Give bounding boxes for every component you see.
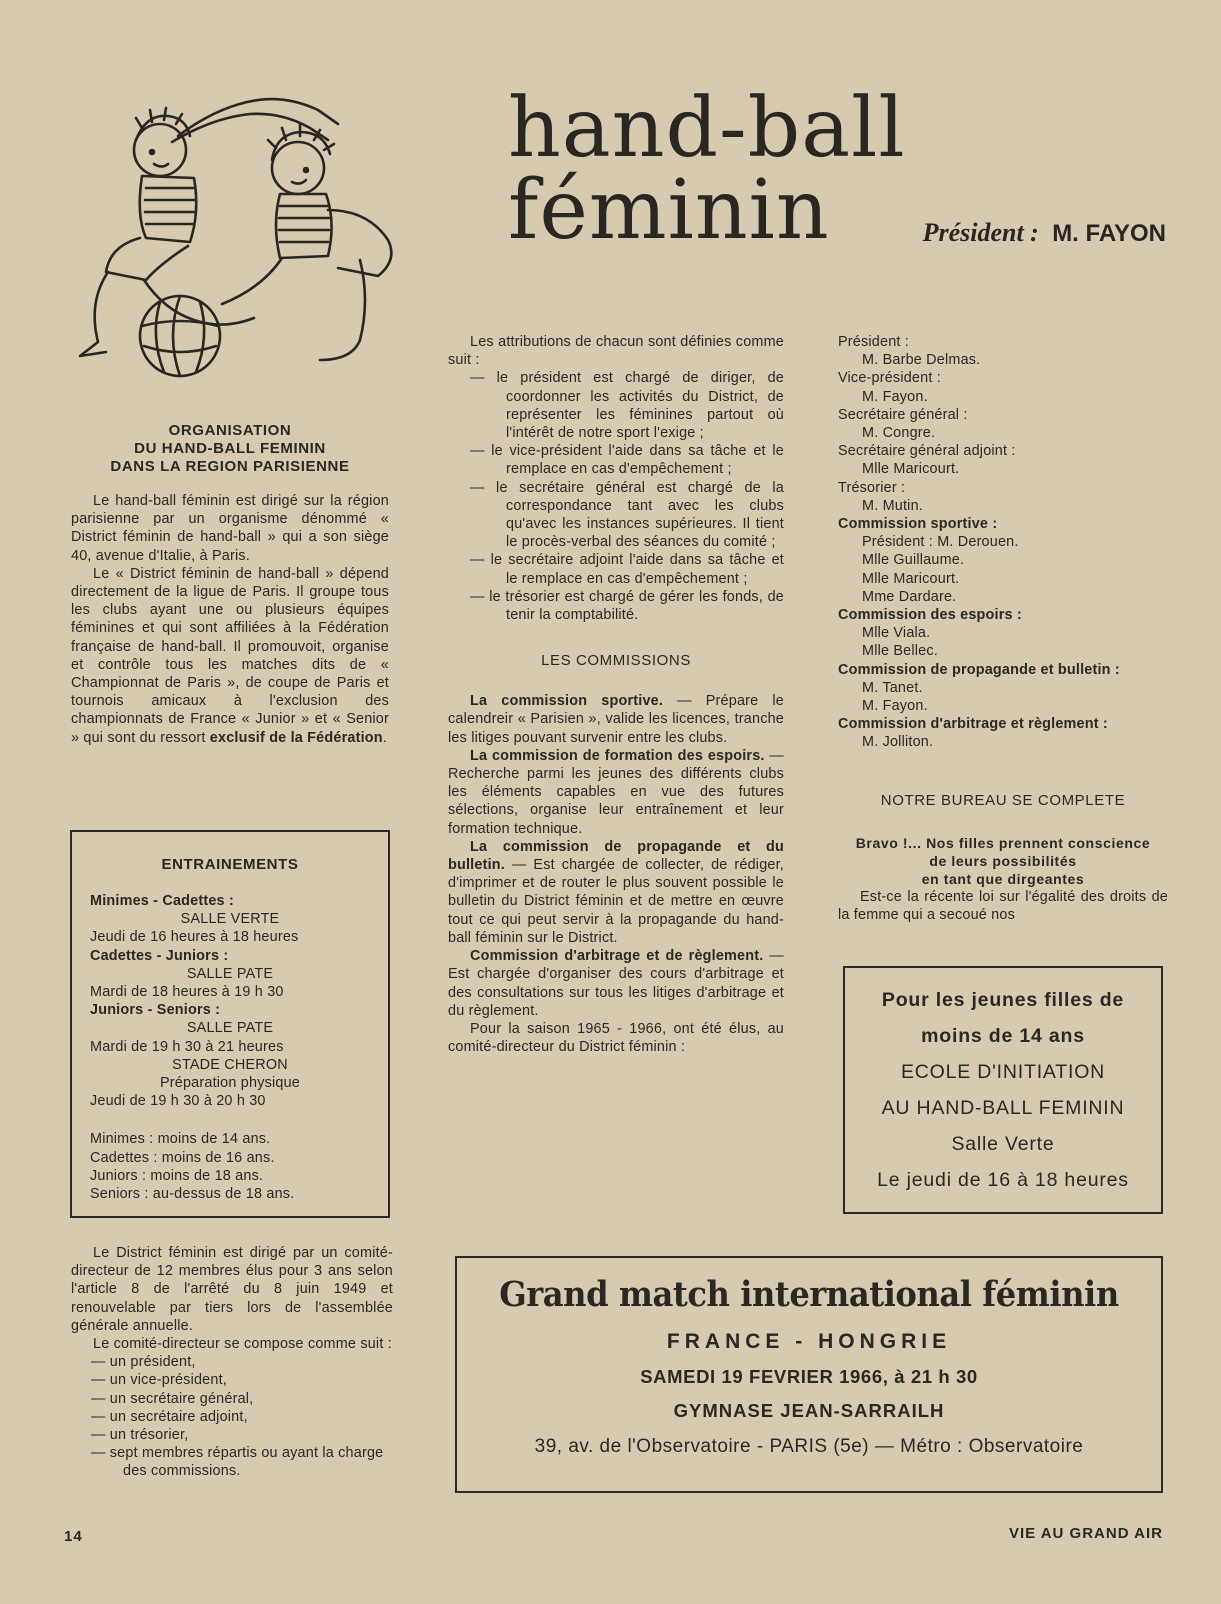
training-place: SALLE VERTE (180, 911, 280, 928)
column-left-bottom (71, 1244, 393, 1481)
commissions-heading: LES COMMISSIONS (541, 652, 691, 670)
org-paragraph-end: . (382, 729, 387, 746)
training-title: ENTRAINEMENTS (161, 856, 299, 873)
school-line: moins de 14 ans (921, 1025, 1085, 1047)
roster-line: Mlle Maricourt. (862, 461, 960, 478)
org-heading-line: ORGANISATION (168, 422, 292, 439)
training-group-label: Cadettes - Juniors : (90, 947, 229, 964)
training-group-label: Minimes - Cadettes : (90, 893, 234, 909)
roster-line: Président : (838, 334, 909, 350)
bravo-heading (838, 834, 1168, 888)
bravo-line: de leurs possibilités (929, 852, 1077, 869)
list-item: — un trésorier, (91, 1427, 189, 1444)
roster-line: M. Tanet. (862, 679, 923, 696)
roster-line: Président : M. Derouen. (862, 534, 1019, 551)
commission-paragraph (448, 692, 784, 747)
commission-text: — Recherche parmi les jeunes des différents clubs les éléments capables en vue des futures sélections, organise leur entraînement et leur formation technique. (448, 747, 785, 837)
training-schedule (90, 892, 370, 1203)
roster-line: Commission sportive : (838, 516, 998, 533)
duty-item: — le président est chargé de diriger, de coordonner les activités du District, de représenter les féminines partout où l'intérêt de notre sport l'exige ; (470, 370, 784, 442)
duty-item: — le secrétaire adjoint l'aide dans sa tâche et le remplace en cas d'empêchement ; (470, 552, 784, 587)
roster-line: M. Fayon. (862, 388, 928, 405)
roster-line: Mlle Bellec. (862, 643, 938, 660)
roster-line: M. Jolliton. (862, 734, 934, 751)
match-venue: GYMNASE JEAN-SARRAILH (673, 1400, 945, 1421)
committee-roster (838, 333, 1168, 752)
commission-title: La commission de formation des espoirs. (470, 747, 765, 764)
duty-item: — le trésorier est chargé de gérer les fonds, de tenir la comptabilité. (470, 588, 784, 624)
roster-line: M. Congre. (862, 425, 936, 442)
org-paragraph-bold: exclusif de la Fédération (209, 729, 383, 746)
duty-item: — le secrétaire général est chargé de la correspondance tant avec les clubs qu'avec les instances supérieures. Il tient le procès-verbal des séances du comité ; (470, 479, 784, 551)
column-left (71, 422, 389, 747)
commission-paragraph (448, 947, 784, 1020)
training-time: Jeudi de 16 heures à 18 heures (90, 929, 299, 946)
training-place: SALLE PATE (186, 1020, 274, 1037)
list-item: — un président, (91, 1354, 196, 1371)
commission-title: La commission sportive. (470, 693, 664, 710)
magazine-name: VIE AU GRAND AIR (1008, 1525, 1163, 1542)
match-teams: FRANCE - HONGRIE (666, 1330, 952, 1353)
roster-line: M. Fayon. (862, 698, 928, 715)
roster-line: Mme Dardare. (862, 588, 957, 605)
commission-text: — Prépare le calendreir « Parisien », valide les licences, tranche les litiges pouvant survenir entre les clubs. (448, 693, 784, 746)
school-line: Pour les jeunes filles de (881, 989, 1125, 1011)
commission-text: — Est chargée de collecter, de rédiger, d'imprimer et de router le plus souvent possible le bulletin du District féminin et de mettre en œuvre tout ce qui peut servir à la propagande du hand-ball féminin sur le District. (448, 857, 784, 946)
president-name: M. FAYON (1052, 220, 1166, 247)
training-place: STADE CHERON (172, 1056, 288, 1073)
training-place: SALLE PATE (186, 965, 274, 982)
match-date: SAMEDI 19 FEVRIER 1966, à 21 h 30 (640, 1366, 978, 1387)
org-heading-line: DANS LA REGION PARISIENNE (110, 458, 350, 475)
org-paragraph-text: Le « District féminin de hand-ball » dépend directement de la ligue de Paris. Il groupe tous les clubs ayant une ou plusieurs équipes féminines et qui sont affiliées à la Fédération française de hand-ball. Il promouvoit, organise et contrôle tous les matches dits de « Championnat de Paris », de coupe de Paris et tournois amicaux à l'exclusion des championnats de France « Junior » et « Senior » qui sont du ressort (71, 565, 389, 746)
org-paragraph (71, 565, 389, 747)
age-category: Minimes : moins de 14 ans. (90, 1131, 271, 1148)
org-heading-line: DU HAND-BALL FEMININ (134, 440, 326, 457)
duty-item: — le vice-président l'aide dans sa tâche et le remplace en cas d'empêchement ; (470, 443, 784, 478)
match-box (455, 1256, 1163, 1493)
commission-paragraph (448, 747, 784, 838)
school-line: AU HAND-BALL FEMININ (881, 1097, 1125, 1119)
page-title: hand-ball féminin (508, 81, 906, 258)
column-right (838, 333, 1168, 924)
commission-title: Commission d'arbitrage et de règlement. (470, 948, 764, 965)
season-paragraph: Pour la saison 1965 - 1966, ont été élus, au comité-directeur du District féminin : (448, 1020, 784, 1056)
training-time: Mardi de 18 heures à 19 h 30 (90, 984, 284, 1001)
age-category: Cadettes : moins de 16 ans. (90, 1149, 275, 1166)
list-item: — un secrétaire général, (91, 1390, 254, 1407)
training-subtitle: Préparation physique (159, 1075, 300, 1092)
list-item: — sept membres répartis ou ayant la charge des commissions. (91, 1445, 384, 1480)
school-line: Le jeudi de 16 à 18 heures (877, 1169, 1129, 1191)
commission-text: — Est chargée d'organiser des cours d'arbitrage et des consultations sur tous les litiges d'arbitrage et du règlement. (448, 948, 784, 1019)
bravo-line: en tant que dirgeantes (921, 870, 1085, 887)
commission-paragraph (448, 838, 784, 947)
president-label: Président : (922, 218, 1039, 247)
page-number: 14 (64, 1528, 83, 1545)
commission-title: La commission de propagande et du bulletin. (448, 838, 784, 874)
roster-line: Mlle Guillaume. (862, 552, 965, 569)
roster-line: Commission des espoirs : (838, 607, 1022, 624)
training-group-label: Juniors - Seniors : (90, 1002, 221, 1019)
roster-line: Secrétaire général adjoint : (838, 443, 1016, 460)
age-category: Seniors : au-dessus de 18 ans. (90, 1186, 295, 1203)
age-category: Juniors : moins de 18 ans. (90, 1167, 264, 1184)
training-time: Mardi de 19 h 30 à 21 heures (90, 1038, 284, 1055)
school-line: Salle Verte (951, 1133, 1055, 1155)
committee-paragraph: Le District féminin est dirigé par un comité-directeur de 12 membres élus pour 3 ans selon l'article 8 de l'arrêté du 8 juin 1949 et renouvelable par tiers lors de l'assemblée générale annuelle. (71, 1245, 393, 1334)
match-address: 39, av. de l'Observatoire - PARIS (5e) — Métro : Observatoire (534, 1436, 1084, 1457)
bravo-paragraph: Est-ce la récente loi sur l'égalité des droits de la femme qui a secoué nos (838, 888, 1168, 923)
president-line (923, 218, 1166, 248)
org-paragraph: Le hand-ball féminin est dirigé sur la région parisienne par un organisme dénommé « District féminin de hand-ball » qui a son siège 40, avenue d'Italie, à Paris. (71, 493, 389, 564)
column-middle (448, 333, 784, 1056)
training-box (70, 830, 390, 1218)
match-title: Grand match international féminin (499, 1274, 1119, 1315)
roster-line: Secrétaire général : (838, 406, 968, 423)
committee-paragraph: Le comité-directeur se compose comme suit : (93, 1336, 392, 1353)
roster-line: M. Mutin. (862, 497, 923, 514)
school-line: ECOLE D'INITIATION (900, 1061, 1106, 1083)
list-item: — un secrétaire adjoint, (91, 1408, 248, 1425)
roster-line: M. Barbe Delmas. (862, 352, 981, 369)
roster-line: Trésorier : (838, 479, 906, 496)
bravo-line: Bravo !... Nos filles prennent conscience (855, 834, 1151, 851)
school-box (843, 966, 1163, 1214)
duties-intro: Les attributions de chacun sont définies comme suit : (448, 334, 784, 369)
training-time: Jeudi de 19 h 30 à 20 h 30 (90, 1093, 266, 1110)
roster-line: Mlle Viala. (862, 625, 931, 642)
roster-line: Mlle Maricourt. (862, 570, 960, 587)
players-illustration (60, 90, 420, 390)
org-heading (71, 422, 389, 476)
list-item: — un vice-président, (91, 1372, 227, 1389)
bureau-heading: NOTRE BUREAU SE COMPLETE (880, 791, 1126, 809)
roster-line: Commission d'arbitrage et règlement : (838, 716, 1108, 733)
roster-line: Vice-président : (838, 370, 941, 387)
roster-line: Commission de propagande et bulletin : (838, 661, 1120, 678)
